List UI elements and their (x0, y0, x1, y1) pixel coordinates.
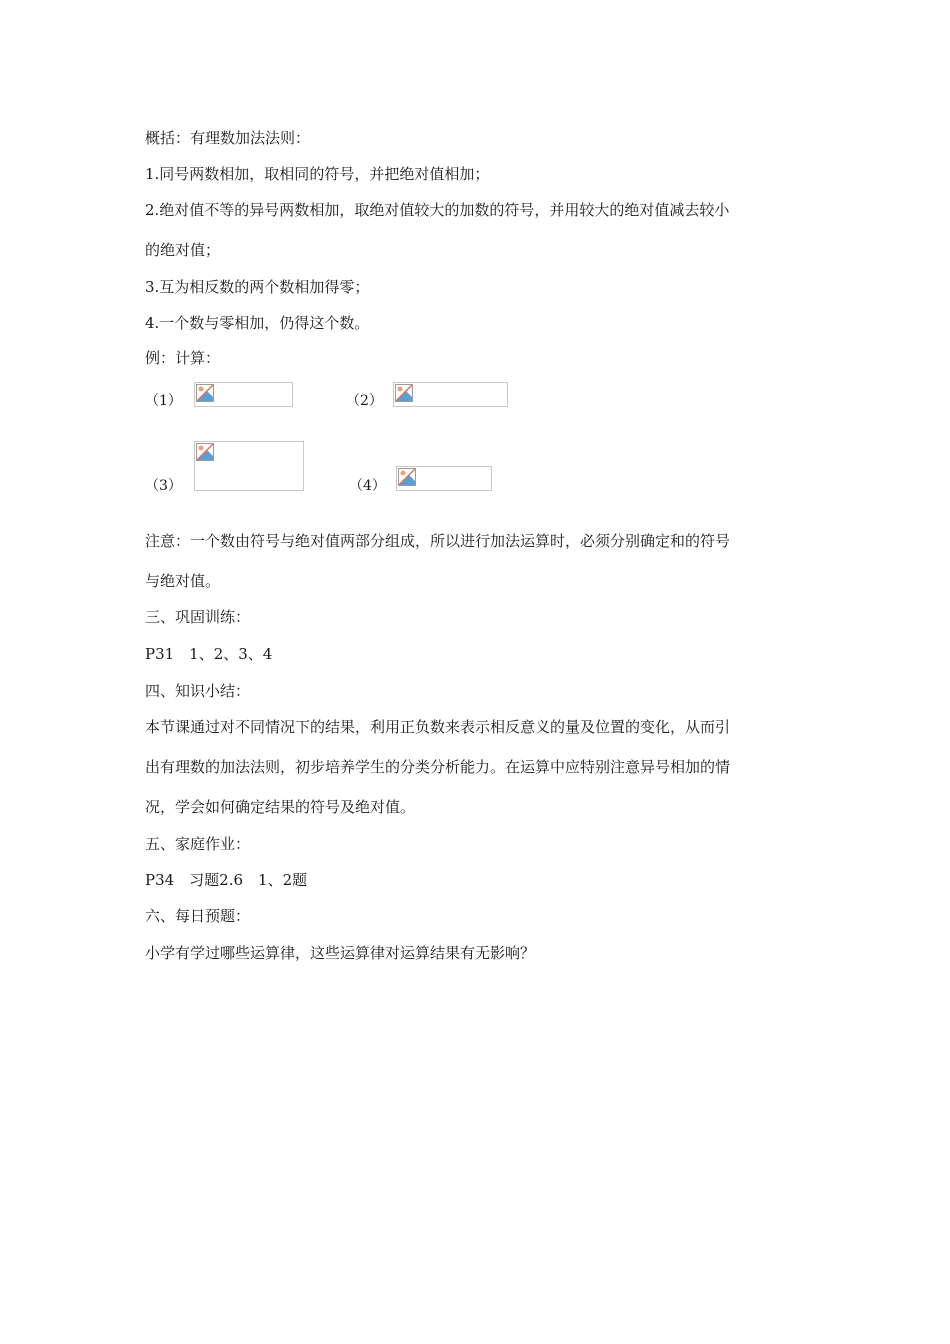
homework-pages: P34 习题2.6 1、2题 (145, 871, 308, 889)
section-4-heading: 四、知识小结： (145, 682, 251, 700)
section-5-heading: 五、家庭作业： (145, 835, 251, 853)
note-line-1: 注意：一个数由符号与绝对值两部分组成，所以进行加法运算时，必须分别确定和的符号 (145, 532, 731, 550)
example-4-image (396, 466, 492, 491)
example-3-label: （3） (145, 478, 182, 494)
section-6-heading: 六、每日预题： (145, 907, 251, 925)
preview-question: 小学有学过哪些运算律，这些运算律对运算结果有无影响？ (145, 944, 536, 962)
broken-image-icon (395, 384, 413, 402)
rule-1: 1.同号两数相加，取相同的符号，并把绝对值相加； (145, 165, 490, 183)
practice-pages: P31 1、2、3、4 (145, 645, 273, 663)
broken-image-icon (398, 468, 416, 486)
summary-line-1: 本节课通过对不同情况下的结果，利用正负数来表示相反意义的量及位置的变化，从而引 (145, 718, 731, 736)
rule-2: 2.绝对值不等的异号两数相加，取绝对值较大的加数的符号，并用较大的绝对值减去较小 (145, 201, 730, 219)
example-1-image (194, 382, 293, 407)
summary-line-3: 况，学会如何确定结果的符号及绝对值。 (145, 798, 416, 816)
example-2-image (393, 382, 508, 407)
rule-4: 4.一个数与零相加，仍得这个数。 (145, 314, 370, 332)
broken-image-icon (196, 443, 214, 461)
broken-image-icon (196, 384, 214, 402)
note-line-2: 与绝对值。 (145, 572, 221, 590)
example-heading: 例：计算： (145, 349, 221, 367)
example-3-image (194, 441, 304, 491)
summary-heading: 概括：有理数加法法则： (145, 129, 311, 147)
example-4-label: （4） (349, 478, 386, 494)
rule-3: 3.互为相反数的两个数相加得零； (145, 278, 370, 296)
section-3-heading: 三、巩固训练： (145, 608, 251, 626)
rule-2-continued: 的绝对值； (145, 241, 221, 259)
example-2-label: （2） (346, 393, 383, 409)
example-1-label: （1） (145, 393, 182, 409)
summary-line-2: 出有理数的加法法则，初步培养学生的分类分析能力。在运算中应特别注意异号相加的情 (145, 758, 731, 776)
